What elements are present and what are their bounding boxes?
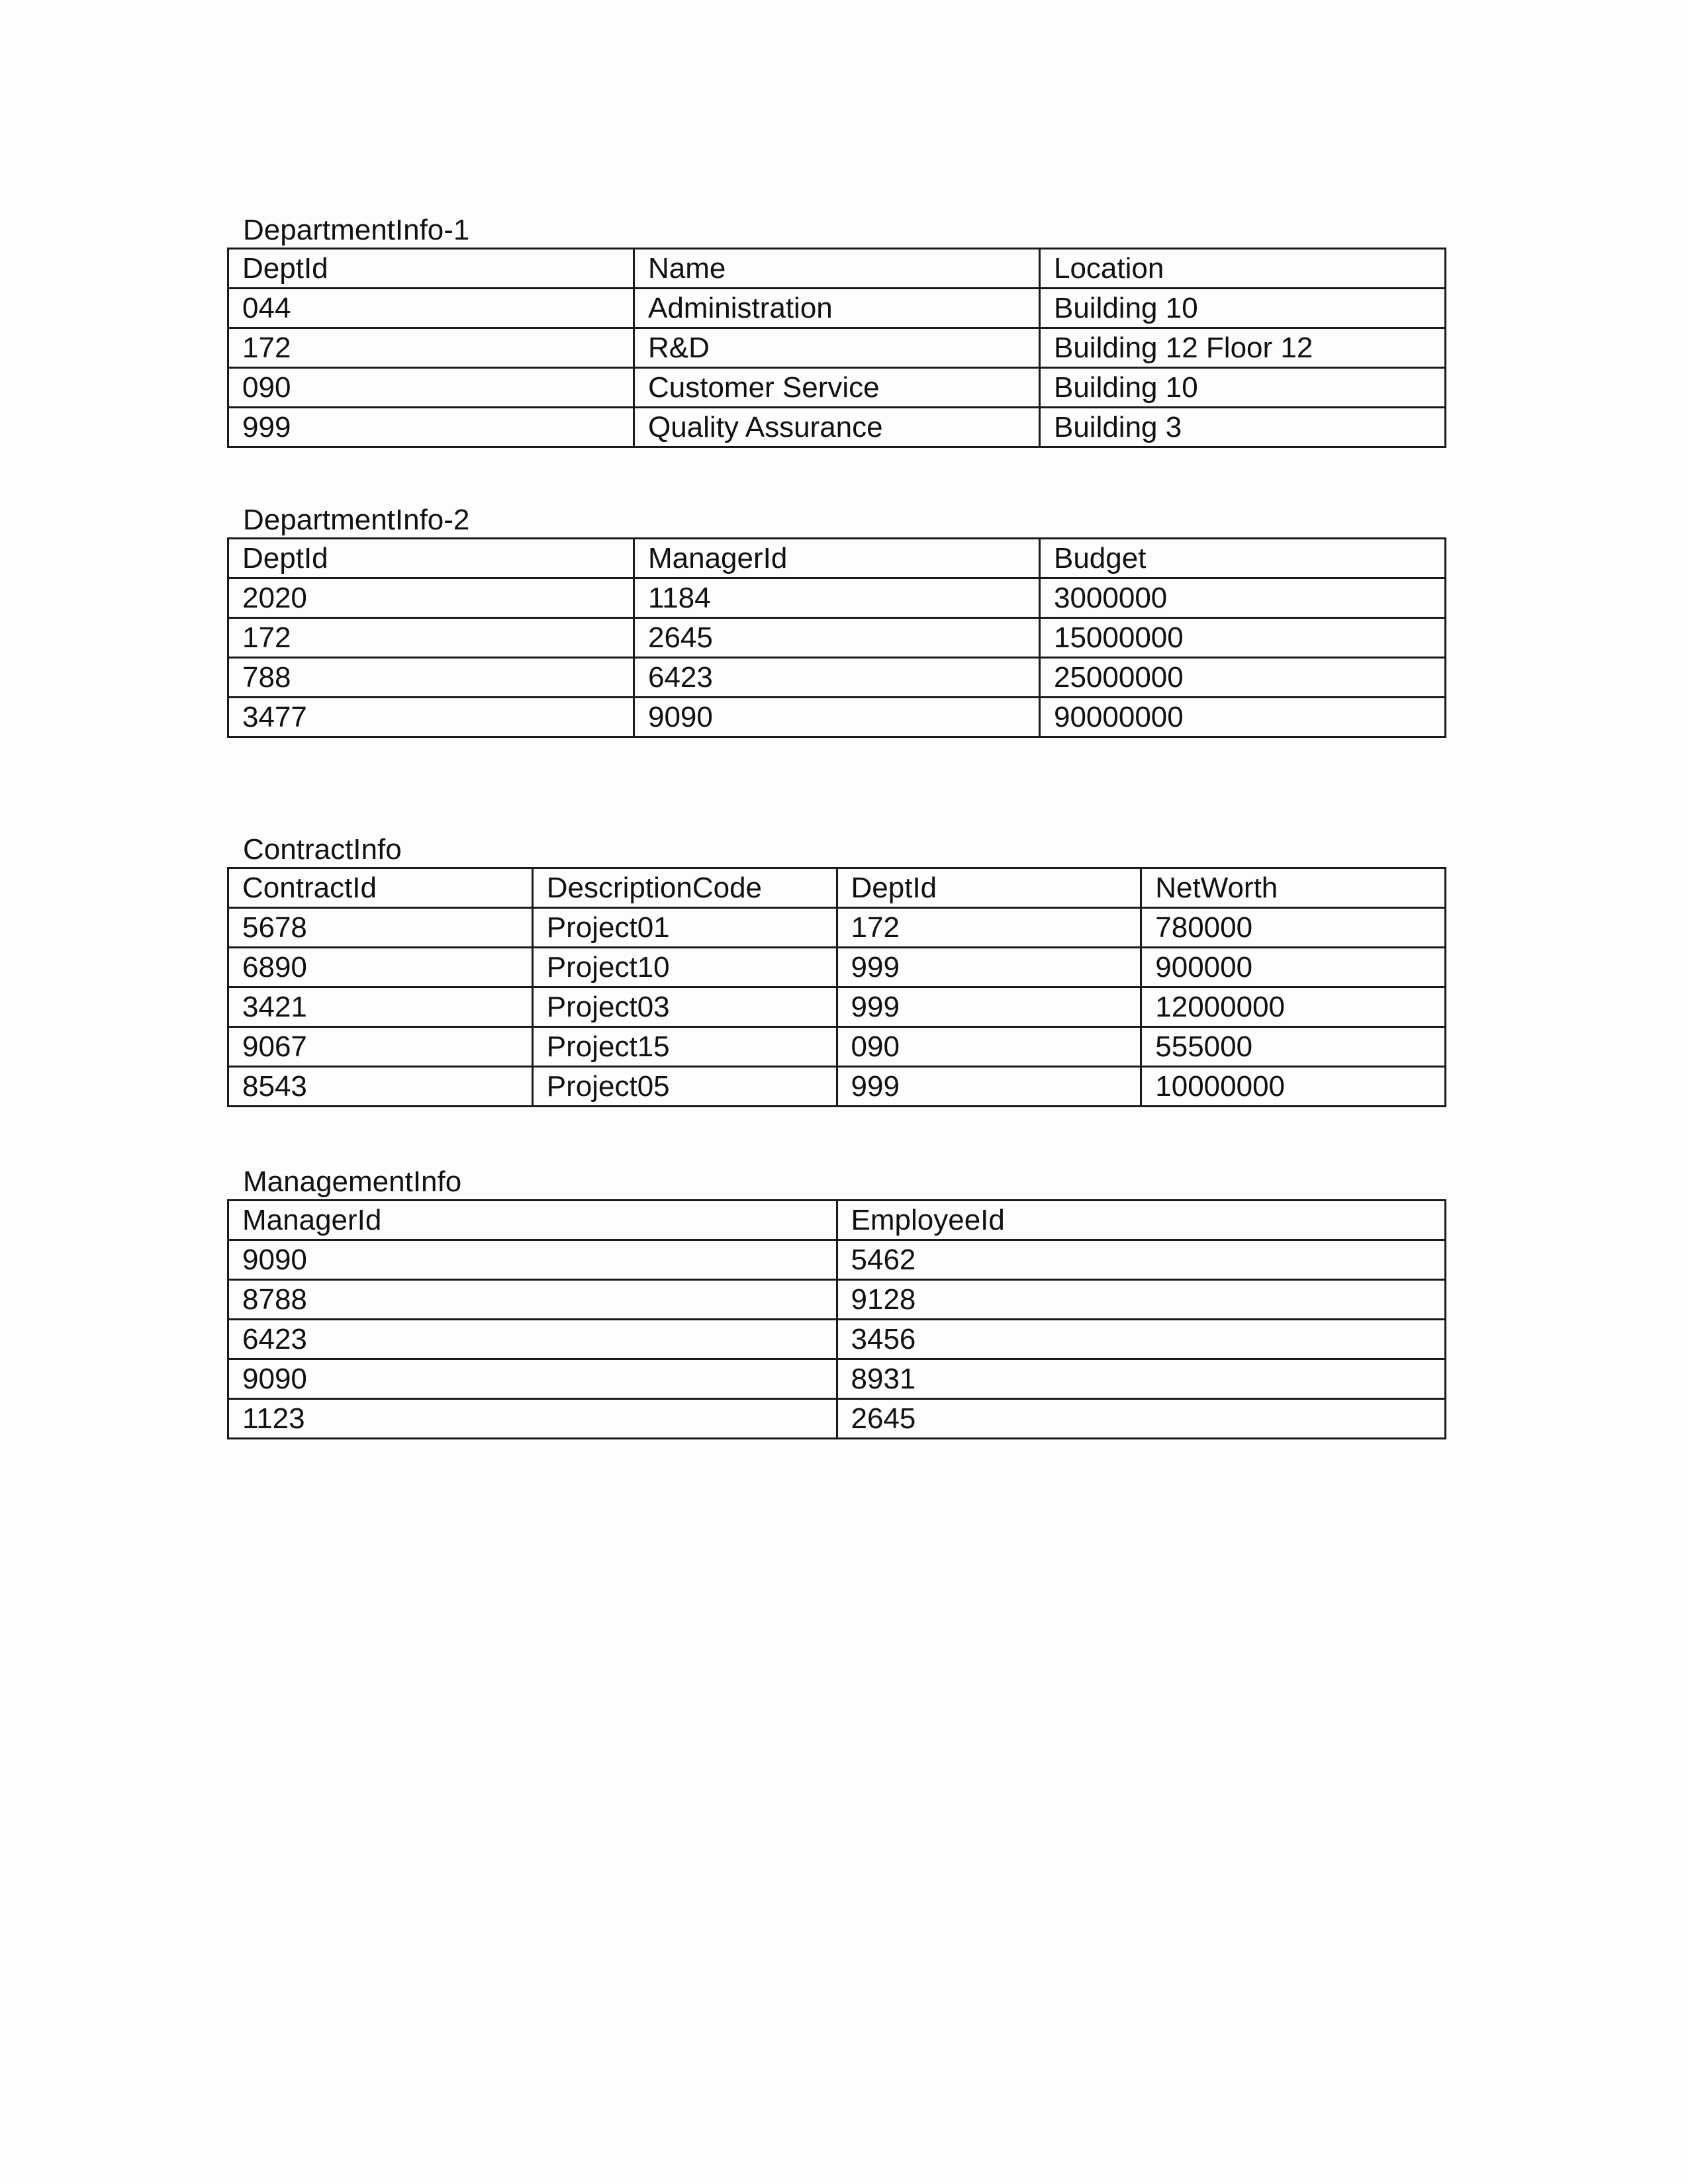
table-header-row <box>228 539 1446 578</box>
table-row <box>228 948 1446 987</box>
table-row <box>228 658 1446 698</box>
management-info-table <box>227 1199 1446 1439</box>
table-cell: 6423 <box>633 658 1039 698</box>
table-row <box>228 1027 1446 1067</box>
table-cell: 25000000 <box>1039 658 1445 698</box>
table-cell: 3456 <box>837 1320 1446 1359</box>
table-row <box>228 1399 1446 1439</box>
table-row <box>228 987 1446 1027</box>
header-cell: ManagerId <box>228 1201 837 1240</box>
table-cell: 90000000 <box>1039 698 1445 737</box>
table-cell: Building 10 <box>1039 289 1445 328</box>
table-cell: Project05 <box>532 1067 837 1107</box>
table-cell: 3000000 <box>1039 578 1445 618</box>
table-cell: Quality Assurance <box>633 408 1039 447</box>
table-cell: Administration <box>633 289 1039 328</box>
table-cell: 780000 <box>1141 908 1446 948</box>
table-cell: 8788 <box>228 1280 837 1320</box>
header-cell: Name <box>633 249 1039 289</box>
table-cell: 6890 <box>228 948 533 987</box>
table-cell: 999 <box>837 948 1141 987</box>
table-cell: Building 3 <box>1039 408 1445 447</box>
department-info-1-section <box>227 213 1446 448</box>
table-row <box>228 368 1446 408</box>
table-cell: 8931 <box>837 1359 1446 1399</box>
contract-info-title: ContractInfo <box>243 833 402 866</box>
table-row <box>228 1280 1446 1320</box>
table-cell: 090 <box>228 368 634 408</box>
table-cell: 8543 <box>228 1067 533 1107</box>
table-cell: 2645 <box>837 1399 1446 1439</box>
table-cell: 5678 <box>228 908 533 948</box>
header-cell: ContractId <box>228 868 533 908</box>
table-cell: 9090 <box>228 1240 837 1280</box>
header-cell: ManagerId <box>633 539 1039 578</box>
table-cell: Building 12 Floor 12 <box>1039 328 1445 368</box>
table-row <box>228 578 1446 618</box>
department-info-1-title: DepartmentInfo-1 <box>243 214 470 246</box>
table-cell: Project03 <box>532 987 837 1027</box>
table-cell: 999 <box>837 1067 1141 1107</box>
header-cell: NetWorth <box>1141 868 1446 908</box>
table-header-row <box>228 868 1446 908</box>
table-cell: 9090 <box>633 698 1039 737</box>
table-cell: 788 <box>228 658 634 698</box>
table-cell: 044 <box>228 289 634 328</box>
table-cell: 555000 <box>1141 1027 1446 1067</box>
table-cell: 172 <box>228 328 634 368</box>
table-header-row <box>228 1201 1446 1240</box>
table-cell: Customer Service <box>633 368 1039 408</box>
table-cell: 1184 <box>633 578 1039 618</box>
table-cell: 2645 <box>633 618 1039 658</box>
header-cell: Location <box>1039 249 1445 289</box>
department-info-2-title: DepartmentInfo-2 <box>243 504 470 536</box>
table-row <box>228 1320 1446 1359</box>
management-info-section <box>227 1165 1446 1439</box>
table-cell: 172 <box>228 618 634 658</box>
table-row <box>228 289 1446 328</box>
table-cell: 12000000 <box>1141 987 1446 1027</box>
table-row <box>228 1240 1446 1280</box>
header-cell: DeptId <box>228 539 634 578</box>
table-cell: 15000000 <box>1039 618 1445 658</box>
table-cell: Project10 <box>532 948 837 987</box>
table-cell: 172 <box>837 908 1141 948</box>
header-cell: EmployeeId <box>837 1201 1446 1240</box>
table-row <box>228 408 1446 447</box>
table-cell: R&D <box>633 328 1039 368</box>
table-cell: 6423 <box>228 1320 837 1359</box>
table-cell: 9090 <box>228 1359 837 1399</box>
table-cell: 999 <box>837 987 1141 1027</box>
table-cell: 9067 <box>228 1027 533 1067</box>
table-cell: 2020 <box>228 578 634 618</box>
table-row <box>228 1359 1446 1399</box>
table-cell: Project15 <box>532 1027 837 1067</box>
management-info-title: ManagementInfo <box>243 1165 462 1198</box>
table-cell: 9128 <box>837 1280 1446 1320</box>
header-cell: Budget <box>1039 539 1445 578</box>
table-cell: 090 <box>837 1027 1141 1067</box>
table-row <box>228 1067 1446 1107</box>
department-info-2-table <box>227 537 1446 738</box>
department-info-2-section <box>227 503 1446 738</box>
contract-info-table <box>227 867 1446 1107</box>
table-row <box>228 908 1446 948</box>
department-info-1-table <box>227 248 1446 448</box>
table-row <box>228 618 1446 658</box>
header-cell: DeptId <box>228 249 634 289</box>
table-cell: 5462 <box>837 1240 1446 1280</box>
table-cell: 900000 <box>1141 948 1446 987</box>
table-cell: Project01 <box>532 908 837 948</box>
table-cell: 3421 <box>228 987 533 1027</box>
table-row <box>228 328 1446 368</box>
table-cell: 10000000 <box>1141 1067 1446 1107</box>
table-cell: 1123 <box>228 1399 837 1439</box>
table-header-row <box>228 249 1446 289</box>
table-cell: 999 <box>228 408 634 447</box>
header-cell: DescriptionCode <box>532 868 837 908</box>
header-cell: DeptId <box>837 868 1141 908</box>
table-row <box>228 698 1446 737</box>
contract-info-section <box>227 833 1446 1107</box>
table-cell: Building 10 <box>1039 368 1445 408</box>
table-cell: 3477 <box>228 698 634 737</box>
